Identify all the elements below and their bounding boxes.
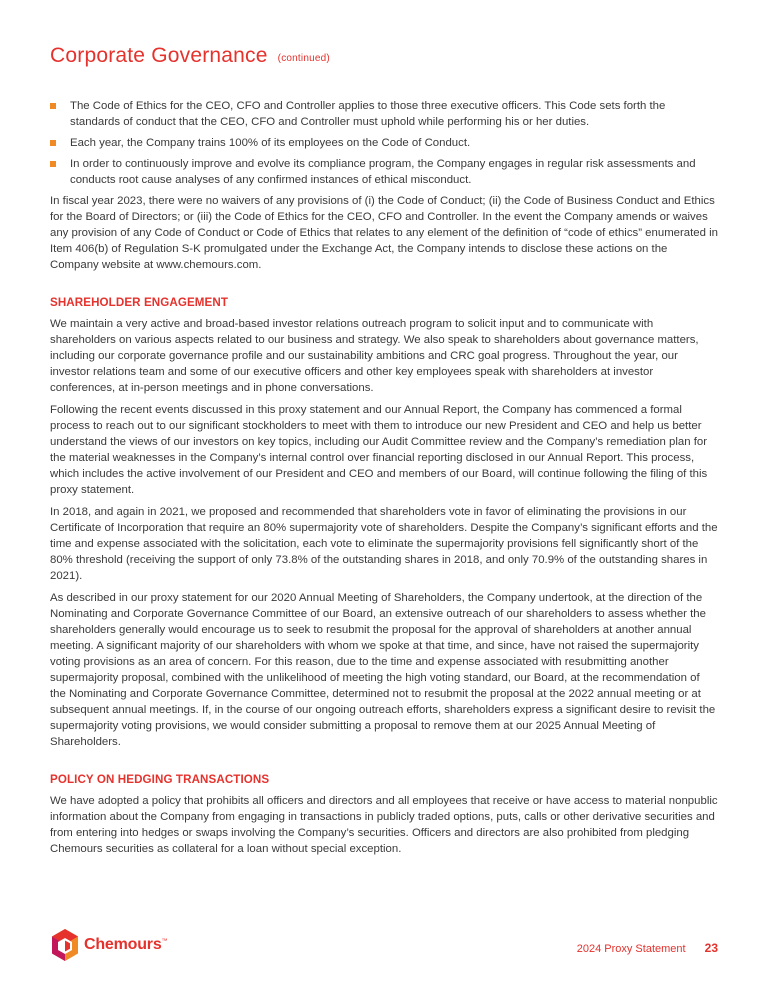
engagement-paragraph: Following the recent events discussed in this proxy statement and our Annual Report, the Company has commenced a formal process to reach out to our significant stockholders to meet with them to introduce our new President and CEO and help us better understand the views of our investors on key topics, including our Audit Committee review and the Company’s remediation plan for the material weaknesses in the Company’s internal control over financial reporting disclosed in our Annual Report. This process, which includes the active involvement of our President and CEO and members of our Board, will continue following the filing of this proxy statement. <box>50 404 708 496</box>
engagement-paragraph: As described in our proxy statement for our 2020 Annual Meeting of Shareholders, the Company undertook, at the direction of the Nominating and Corporate Governance Committee of our Board, an extensive outreach of our shareholders to assess whether the shareholders generally would encourage us to seek to resubmit the proposal for the approval of shareholders at another annual meeting. A significant majority of our shareholders with whom we spoke at that time, and since, have not raised the supermajority voting provisions as an area of concern. For this reason, due to the time and expense associated with resubmitting another supermajority proposal, combined with the unlikelihood of meeting the high voting standard, our Board, at the recommendation of the Nominating and Corporate Governance Committee, determined not to resubmit the proposal at the 2022 annual meeting or at subsequent annual meetings. If, in the course of our ongoing outreach efforts, shareholders express a significant desire to revisit the supermajority voting provisions, we would consider submitting a proposal to remove them at our 2025 Annual Meeting of Shareholders. <box>50 592 716 748</box>
bullet-text: In order to continuously improve and evolve its compliance program, the Company engages in regular risk assessments and conducts root cause analyses of any confirmed instances of ethical misconduct. <box>70 158 696 186</box>
square-bullet-icon <box>50 161 56 167</box>
intro-paragraph: In fiscal year 2023, there were no waivers of any provisions of (i) the Code of Conduct; (ii) the Code of Business Conduct and Ethics for the Board of Directors; or (iii) the Code of Ethics for the CEO, CFO and Controller. In the event the Company amends or waives any provision of any Code of Conduct or Code of Ethics that relates to any element of the definition of “code of ethics” enumerated in Item 406(b) of Regulation S-K promulgated under the Exchange Act, the Company intends to disclose these actions on the Company website at www.chemours.com. <box>50 195 719 271</box>
page-title-continued: (continued) <box>277 53 330 64</box>
bullet-text: Each year, the Company trains 100% of its employees on the Code of Conduct. <box>70 137 471 149</box>
chemours-hexagon-logo-icon <box>50 928 80 962</box>
bullet-list <box>50 98 718 188</box>
page-title-text: Corporate Governance <box>50 44 268 67</box>
square-bullet-icon <box>50 140 56 146</box>
square-bullet-icon <box>50 103 56 109</box>
footer-page-info <box>577 941 718 955</box>
list-item <box>50 135 718 151</box>
section-heading-hedging: POLICY ON HEDGING TRANSACTIONS <box>50 773 270 786</box>
page-footer <box>50 928 718 964</box>
engagement-paragraph: We maintain a very active and broad-based investor relations outreach program to solicit input and to communicate with shareholders on various aspects related to our business and strategy. We also speak to shareholders about governance matters, including our corporate governance profile and our sustainability ambitions and CRC goal progress. Throughout the year, our investor relations team and some of our executive officers and other key employees speak with shareholders at investor conferences, at in-person meetings and in phone conversations. <box>50 318 699 394</box>
bullet-text: The Code of Ethics for the CEO, CFO and Controller applies to those three executive officers. This Code sets forth the standards of conduct that the CEO, CFO and Controller must uphold while performing his or her duties. <box>70 100 666 128</box>
document-name: 2024 Proxy Statement <box>576 943 686 955</box>
list-item <box>50 98 718 130</box>
list-item <box>50 156 718 188</box>
logo-wordmark: Chemours™ <box>84 936 168 953</box>
hedging-paragraph: We have adopted a policy that prohibits all officers and directors and all employees that receive or have access to material nonpublic information about the Company from engaging in transactions in publicly traded options, puts, calls or other derivative securities and from entering into hedges or swaps involving the Company’s securities. Officers and directors are also prohibited from pledging Chemours securities as collateral for a loan without special exception. <box>50 795 718 855</box>
engagement-paragraph: In 2018, and again in 2021, we proposed and recommended that shareholders vote in favor of eliminating the provisions in our Certificate of Incorporation that require an 80% supermajority vote of shareholders. Despite the Company’s significant efforts and the time and expense associated with the solicitation, each vote to eliminate the supermajority provisions fell significantly short of the 80% threshold (receiving the support of only 73.8% of the outstanding shares in 2018, and only 70.9% of the outstanding shares in 2021). <box>50 506 718 582</box>
chemours-logo <box>50 928 167 962</box>
page-number: 23 <box>704 941 718 955</box>
section-heading-shareholder-engagement: SHAREHOLDER ENGAGEMENT <box>50 296 229 309</box>
page-title <box>50 44 330 68</box>
main-content <box>50 98 718 863</box>
